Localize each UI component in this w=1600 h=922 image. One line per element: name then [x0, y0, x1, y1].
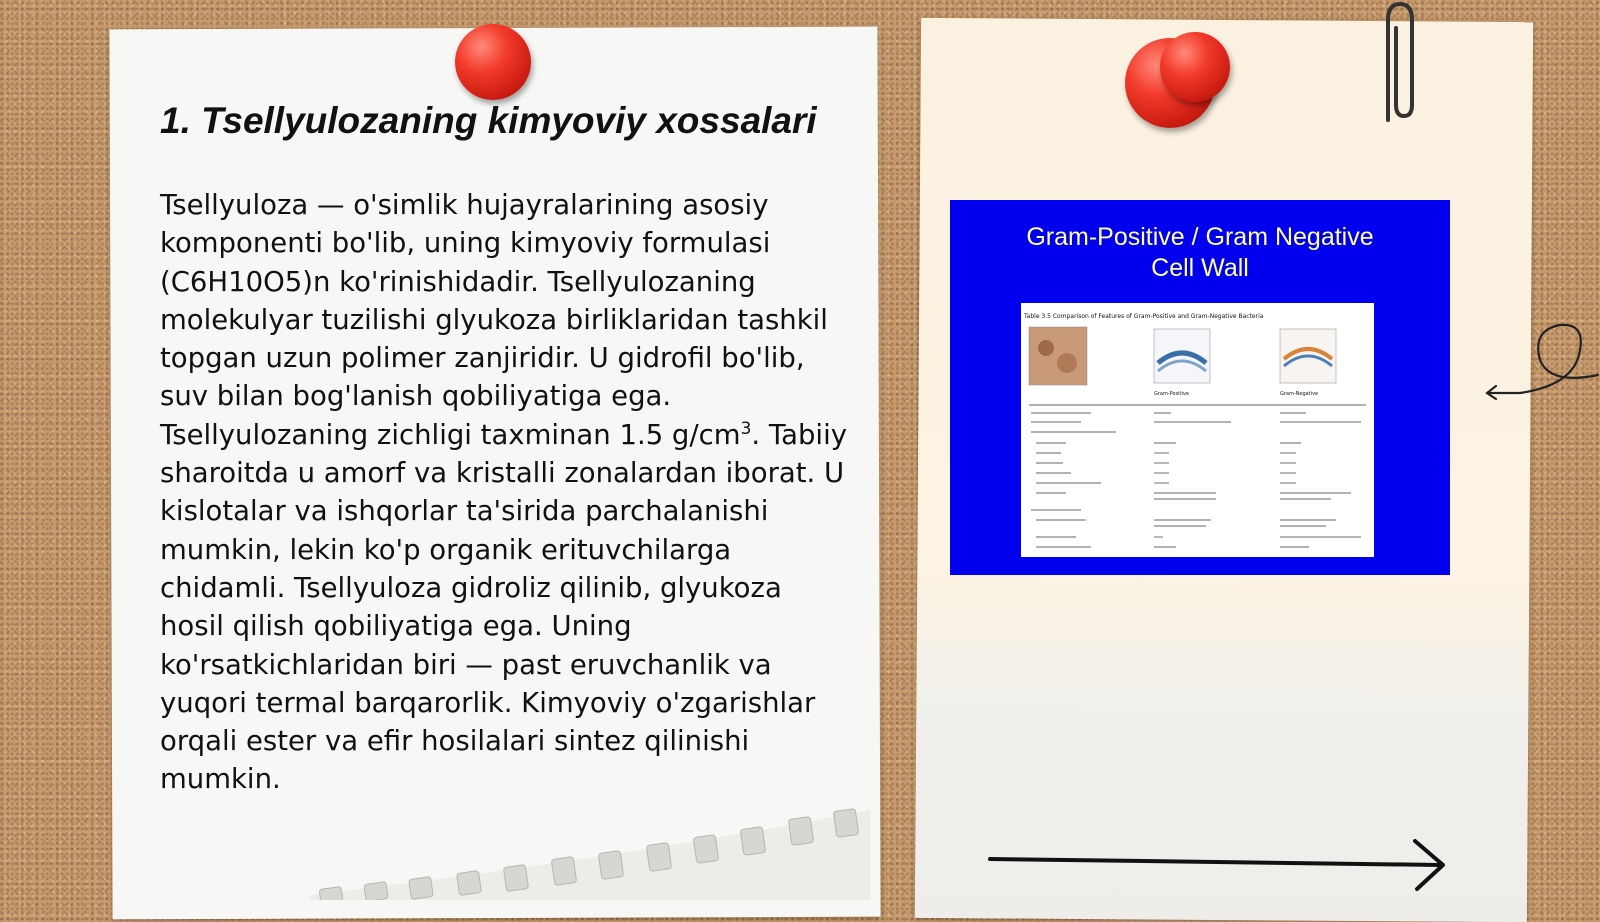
- gram-cell-wall-slide: [950, 200, 1450, 575]
- squiggle-arrow-icon: [1480, 315, 1600, 405]
- push-pin-icon: [1160, 32, 1230, 102]
- push-pin-icon: [455, 24, 531, 100]
- table-thumbnail-graphic: [1021, 303, 1374, 557]
- column-gram-positive: Gram-Positive: [1154, 391, 1189, 397]
- slide-title-line2: Cell Wall: [1151, 254, 1249, 282]
- table-caption: Table 3.5 Comparison of Features of Gram-Positive and Gram-Negative Bacteria: [1024, 313, 1264, 320]
- note-body-text: [160, 186, 850, 799]
- arrow-right-icon: [985, 835, 1455, 895]
- body-text-part2: . Tabiiy sharoitda u amorf va kristalli zonalardan iborat. U kislotalar va ishqorlar ta'sirida parchalanishi mumkin, lekin ko'p organik erituvchilarga chidamli. Tsellyuloza gidroliz qilinib, glyukoza hosil qilish qobiliyatiga ega. Uning ko'rsatkichlaridan biri — past eruvchanlik va yuqori termal barqarorlik. Kimyoviy o'zgarishlar orqali ester va efir hosilalari sintez qilinishi mumkin.: [160, 418, 847, 796]
- body-text-part1: Tsellyuloza — o'simlik hujayralarining asosiy komponenti bo'lib, uning kimyoviy formulasi (C6H10O5)n ko'rinishidadir. Tsellyulozaning molekulyar tuzilishi glyukoza birliklaridan tashkil topgan uzun polimer zanjiridir. U gidrofil bo'lib, suv bilan bog'lanish qobiliyatiga ega. Tsellyulozaning zichligi taxminan 1.5 g/cm: [160, 189, 828, 451]
- torn-paper-tabs: [310, 800, 870, 900]
- note-heading: 1. Tsellyulozaning kimyoviy xossalari: [160, 100, 817, 141]
- paperclip-icon: [1376, 0, 1416, 125]
- slide-title: [950, 222, 1450, 284]
- slide-title-line1: Gram-Positive / Gram Negative: [1026, 223, 1374, 251]
- column-gram-negative: Gram-Negative: [1280, 391, 1319, 397]
- superscript-cubic: 3: [740, 418, 752, 439]
- comparison-table-image: [1021, 303, 1374, 557]
